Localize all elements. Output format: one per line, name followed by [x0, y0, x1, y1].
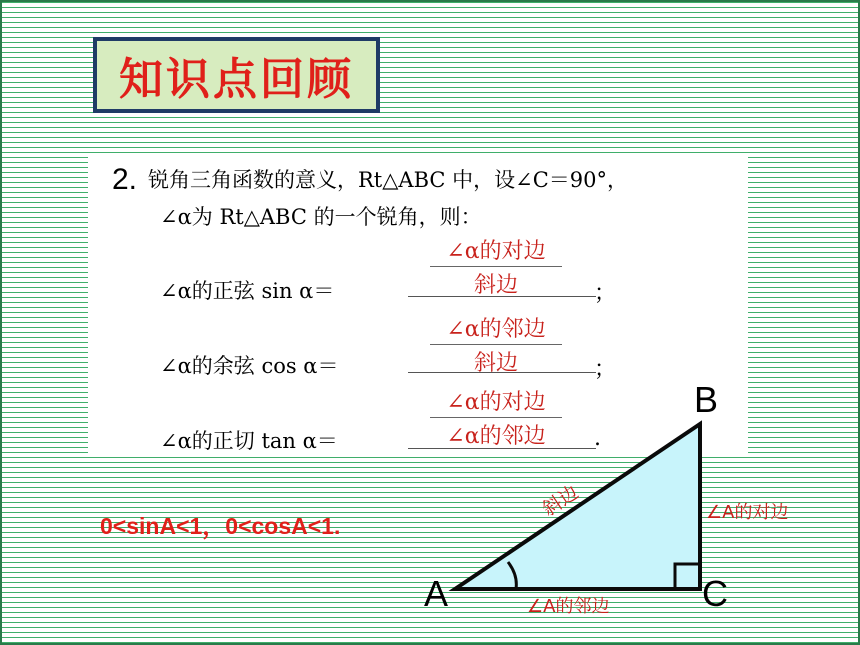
opposite-side-label: ∠A的对边	[706, 502, 789, 523]
hypotenuse-label: 斜边	[538, 481, 583, 521]
vertex-b-label: B	[694, 379, 719, 420]
sine-numerator: ∠α的对边	[446, 239, 546, 264]
sine-end: ；	[594, 281, 617, 306]
tangent-denominator: ∠α的邻边	[446, 424, 546, 449]
intro-line-1: 锐角三角函数的意义，Rt△ABC 中，设∠C＝90°，	[148, 168, 629, 192]
intro-line-2: ∠α为 Rt△ABC 的一个锐角，则：	[160, 205, 482, 229]
slide-title: 知识点回顾	[119, 54, 354, 105]
cosine-denominator: 斜边	[473, 351, 518, 376]
tangent-end: .	[594, 426, 601, 451]
cosine-numerator: ∠α的邻边	[446, 317, 546, 342]
item-number: 2.	[112, 163, 138, 196]
vertex-c-label: C	[702, 573, 728, 614]
sine-denominator: 斜边	[473, 273, 518, 298]
adjacent-side-label: ∠A的邻边	[527, 596, 610, 617]
tangent-numerator: ∠α的对边	[446, 390, 546, 415]
sine-label: ∠α的正弦 sin α＝	[160, 279, 335, 303]
cosine-label: ∠α的余弦 cos α＝	[160, 354, 339, 378]
triangle-shape	[455, 424, 700, 589]
tangent-label: ∠α的正切 tan α＝	[160, 429, 338, 453]
cosine-end: ；	[594, 357, 617, 382]
range-statement: 0<sinA<1，0<cosA<1.	[100, 513, 341, 539]
vertex-a-label: A	[424, 573, 449, 614]
